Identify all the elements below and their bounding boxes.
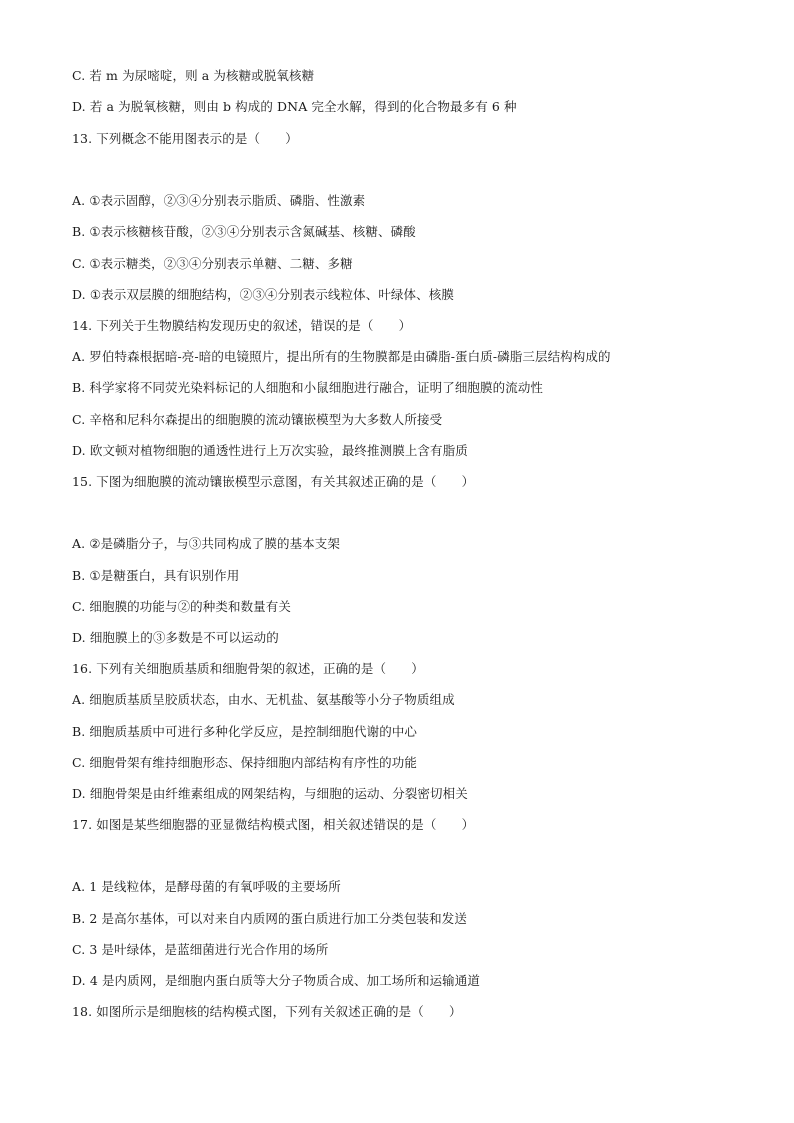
- q15-option-c: C. 细胞膜的功能与②的种类和数量有关: [72, 599, 291, 614]
- q15-option-d: D. 细胞膜上的③多数是不可以运动的: [72, 630, 279, 645]
- q18-stem: 18. 如图所示是细胞核的结构模式图，下列有关叙述正确的是（ ）: [72, 1004, 462, 1019]
- q13-option-a: A. ①表示固醇，②③④分别表示脂质、磷脂、性激素: [72, 193, 366, 208]
- q17-option-b: B. 2 是高尔基体，可以对来自内质网的蛋白质进行加工分类包装和发送: [72, 911, 467, 926]
- q17-option-d: D. 4 是内质网，是细胞内蛋白质等大分子物质合成、加工场所和运输通道: [72, 973, 480, 988]
- q14-stem: 14. 下列关于生物膜结构发现历史的叙述，错误的是（ ）: [72, 318, 412, 333]
- q16-option-b: B. 细胞质基质中可进行多种化学反应，是控制细胞代谢的中心: [72, 724, 418, 739]
- q12-option-d: D. 若 a 为脱氧核糖，则由 b 构成的 DNA 完全水解，得到的化合物最多有 6 种: [72, 99, 517, 114]
- q15-option-b: B. ①是糖蛋白，具有识别作用: [72, 568, 240, 583]
- q16-option-a: A. 细胞质基质呈胶质状态，由水、无机盐、氨基酸等小分子物质组成: [72, 692, 455, 707]
- q13-option-c: C. ①表示糖类，②③④分别表示单糖、二糖、多糖: [72, 256, 353, 271]
- q16-option-d: D. 细胞骨架是由纤维素组成的网架结构，与细胞的运动、分裂密切相关: [72, 786, 468, 801]
- q14-option-c: C. 辛格和尼科尔森提出的细胞膜的流动镶嵌模型为大多数人所接受: [72, 412, 443, 427]
- q17-option-c: C. 3 是叶绿体，是蓝细菌进行光合作用的场所: [72, 942, 329, 957]
- q14-option-b: B. 科学家将不同荧光染料标记的人细胞和小鼠细胞进行融合，证明了细胞膜的流动性: [72, 380, 544, 395]
- q16-option-c: C. 细胞骨架有维持细胞形态、保持细胞内部结构有序性的功能: [72, 755, 417, 770]
- q14-option-a: A. 罗伯特森根据暗-亮-暗的电镜照片，提出所有的生物膜都是由磷脂-蛋白质-磷脂三层结构构成的: [72, 349, 611, 364]
- q13-stem: 13. 下列概念不能用图表示的是（ ）: [72, 131, 298, 146]
- q17-stem: 17. 如图是某些细胞器的亚显微结构模式图，相关叙述错误的是（ ）: [72, 817, 475, 832]
- q15-option-a: A. ②是磷脂分子，与③共同构成了膜的基本支架: [72, 536, 340, 551]
- q15-stem: 15. 下图为细胞膜的流动镶嵌模型示意图，有关其叙述正确的是（ ）: [72, 474, 475, 489]
- q14-option-d: D. 欧文顿对植物细胞的通透性进行上万次实验，最终推测膜上含有脂质: [72, 443, 468, 458]
- q13-option-b: B. ①表示核糖核苷酸，②③④分别表示含氮碱基、核糖、磷酸: [72, 224, 416, 239]
- q16-stem: 16. 下列有关细胞质基质和细胞骨架的叙述，正确的是（ ）: [72, 661, 424, 676]
- q12-option-c: C. 若 m 为尿嘧啶，则 a 为核糖或脱氧核糖: [72, 68, 315, 83]
- q13-option-d: D. ①表示双层膜的细胞结构，②③④分别表示线粒体、叶绿体、核膜: [72, 287, 454, 302]
- q17-option-a: A. 1 是线粒体，是酵母菌的有氧呼吸的主要场所: [72, 879, 341, 894]
